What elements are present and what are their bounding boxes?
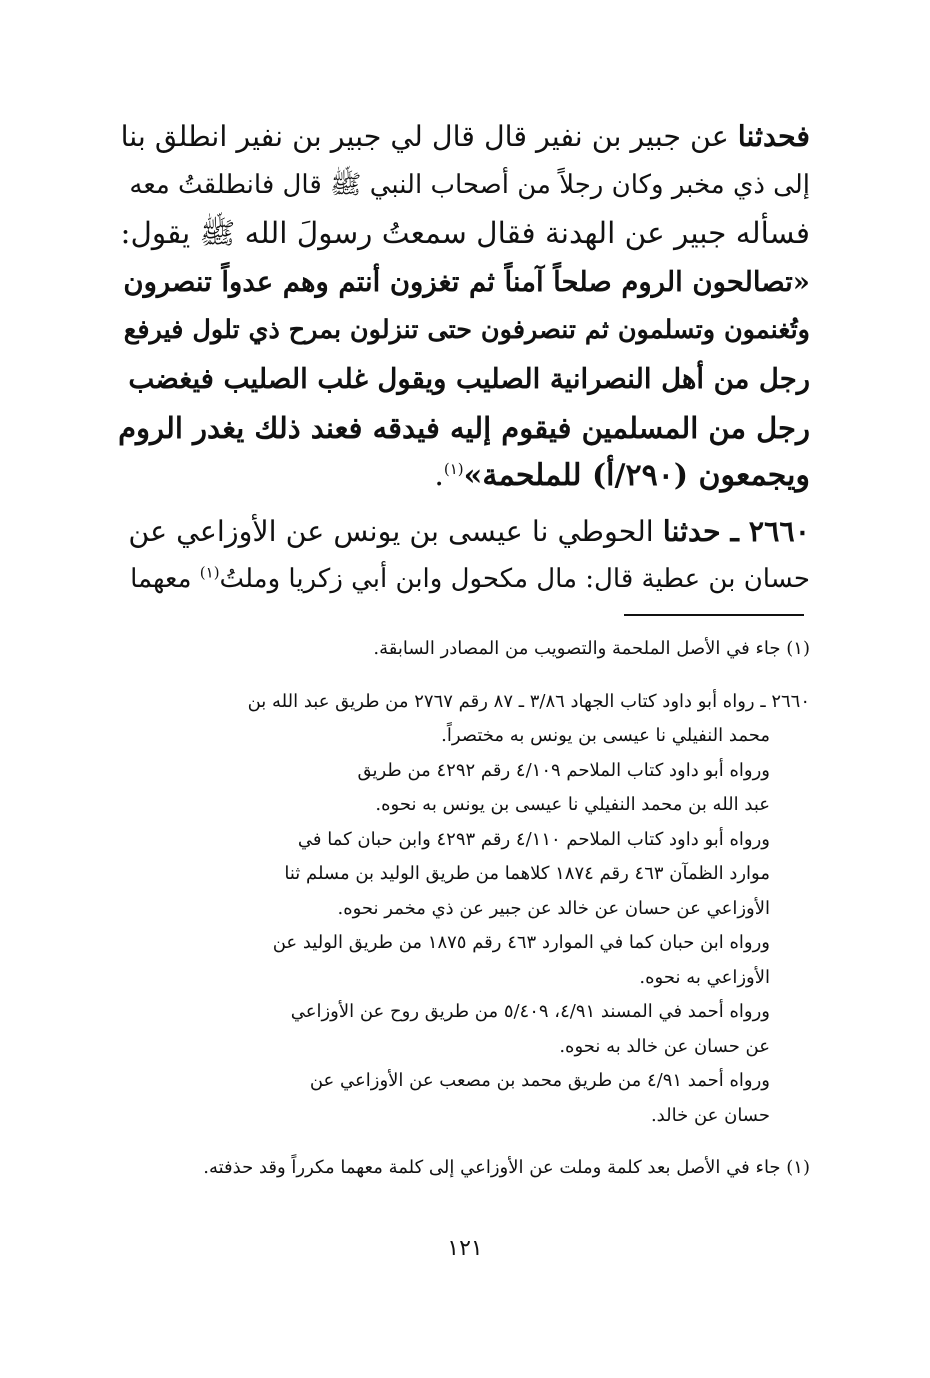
hadith-text-line: رجل من المسلمين فيقوم إليه فيدقه فعند ذلك يغدر الروم [118,410,810,445]
takhrij-line: ورواه أحمد في المسند ٤/٩١، ٥/٤٠٩ من طريق روح عن الأوزاعي [290,1001,770,1022]
lead-word: فحدثنا [737,119,810,153]
takhrij-line: ٢٦٦٠ ـ رواه أبو داود كتاب الجهاد ٣/٨٦ ـ ٨٧ رقم ٢٧٦٧ من طريق عبد الله بن [247,690,810,712]
takhrij-line: الأوزاعي عن حسان عن خالد عن جبير عن ذي مخمر نحوه. [337,897,770,919]
hadith-number-lead: ٢٦٦٠ ـ حدثنا [662,513,810,548]
takhrij-notes [130,685,810,1134]
footnote-separator [624,614,804,616]
page-number: ١٢١ [447,1236,483,1261]
takhrij-line: ورواه أبو داود كتاب الملاحم ٤/١١٠ رقم ٤٢٩٣ وابن حبان كما في [297,828,770,850]
hadith-text-line: رجل من أهل النصرانية الصليب ويقول غلب الصليب فيغضب [128,362,810,395]
footnote-marker: (١) [443,460,464,479]
takhrij-line: عن حسان عن خالد به نحوه. [559,1035,770,1057]
takhrij-line: حسان عن خالد. [650,1104,770,1126]
footnotes [130,632,810,1186]
text-line: ويجمعون (٢٩٠/أ) للملحمة»$^{(١)}$. [434,458,810,494]
footnote-1: (١) جاء في الأصل الملحمة والتصويب من المصادر السابقة. [373,638,810,659]
paragraph-2 [118,507,810,604]
footnote-2: (١) جاء في الأصل بعد كلمة وملت عن الأوزاعي إلى كلمة معهما مكرراً وقد حذفته. [203,1157,810,1178]
text-line: إلى ذي مخبر وكان رجلاً من أصحاب النبي ﷺ قال فانطلقتُ معه [129,169,810,200]
takhrij-line: محمد النفيلي نا عيسى بن يونس به مختصراً. [441,725,770,746]
paragraph-1 [118,112,810,501]
takhrij-line: عبد الله بن محمد النفيلي نا عيسى بن يونس به نحوه. [375,794,770,815]
hadith-text-line: وتُغنمون وتسلمون ثم تنصرفون حتى تنزلون بمرح ذي تلول فيرفع [123,315,810,346]
takhrij-line: ورواه ابن حبان كما في الموارد ٤٦٣ رقم ١٨٧٥ من طريق الوليد عن [272,932,770,953]
text-line: فسأله جبير عن الهدنة فقال سمعتُ رسولَ الله ﷺ يقول: [120,216,810,251]
takhrij-line: موارد الظمآن ٤٦٣ رقم ١٨٧٤ كلاهما من طريق الوليد بن مسلم ثنا [284,863,770,884]
hadith-text-line: «تصالحون الروم صلحاً آمناً ثم تغزون أنتم وهم عدواً تنصرون [123,265,810,298]
takhrij-line: ورواه أبو داود كتاب الملاحم ٤/١٠٩ رقم ٤٢٩٢ من طريق [357,759,770,781]
text-line: فحدثنا عن جبير بن نفير قال قال لي جبير بن نفير انطلق بنا [120,119,810,153]
takhrij-line: ورواه أحمد ٤/٩١ من طريق محمد بن مصعب عن الأوزاعي عن [309,1070,770,1091]
footnote-marker: (١) [199,563,220,582]
takhrij-line: الأوزاعي به نحوه. [639,966,770,988]
text-line: ٢٦٦٠ ـ حدثنا الحوطي نا عيسى بن يونس عن الأوزاعي عن [128,513,810,548]
main-text [118,112,810,604]
text-line: حسان بن عطية قال: مال مكحول وابن أبي زكريا وملتُ$^{(١)}$ معهما [130,563,810,595]
